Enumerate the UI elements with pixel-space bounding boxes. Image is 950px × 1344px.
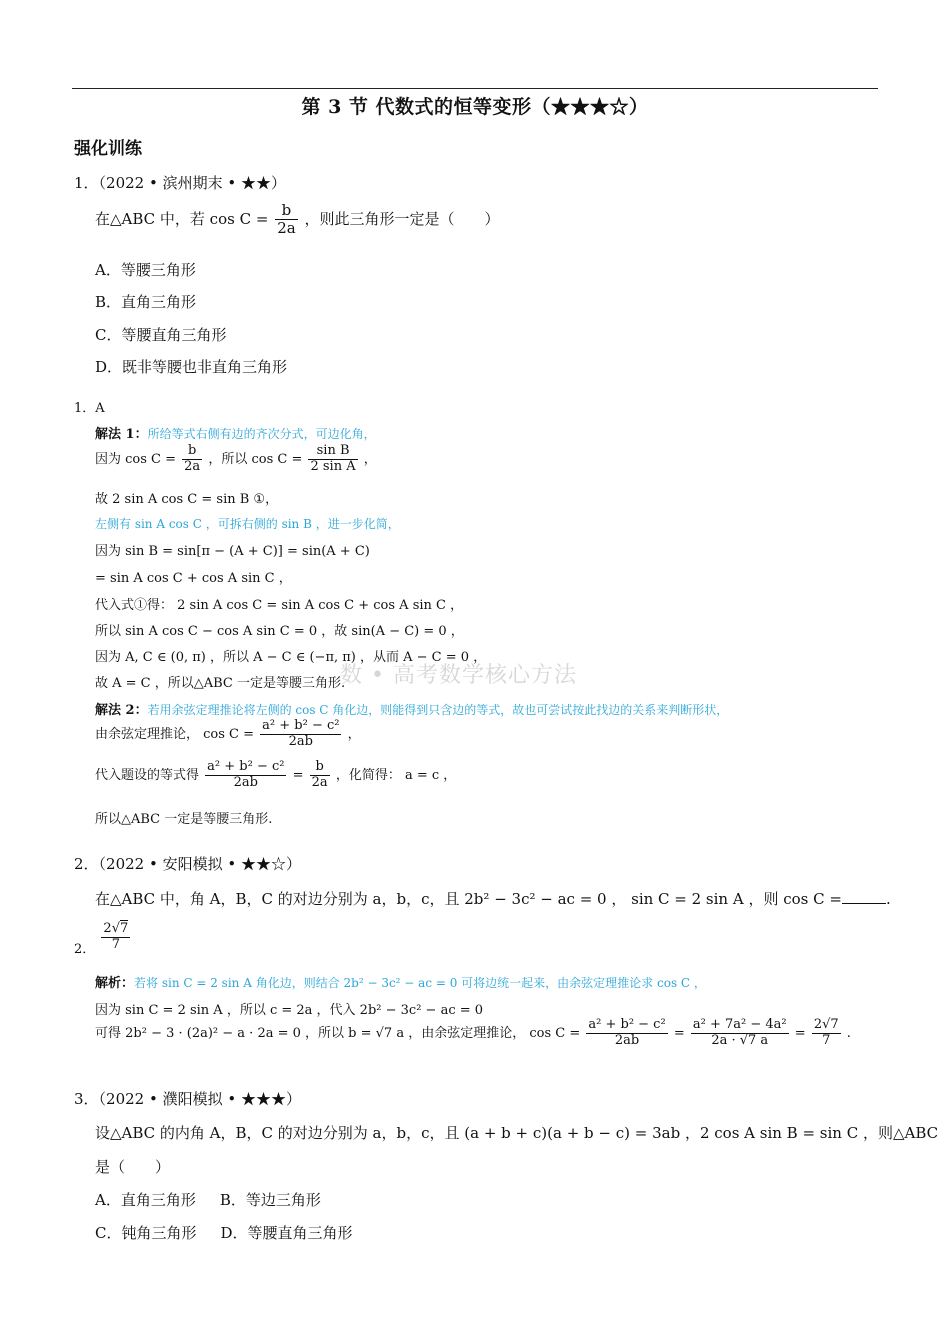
q2-answer-label: 2． (74, 941, 96, 957)
q1-sol-line-12 (95, 719, 361, 750)
q1-l2-f1-den: 2a (184, 458, 201, 474)
q1-sol-line-10: 故 A = C ，所以△ABC 一定是等腰三角形. (95, 676, 346, 691)
q3-stem-line-1: 设△ABC 的内角 A，B，C 的对边分别为 a，b，c，且 (a + b + c)(a + b − c) = 3ab ，2 cos A sin B = sin C ，则△ABC (95, 1124, 939, 1142)
q1-option-a[interactable]: A．等腰三角形 (95, 261, 196, 279)
q1-heading: 1．（2022 • 滨州期末 • ★★） (74, 174, 286, 192)
q2-heading: 2．（2022 • 安阳模拟 • ★★☆） (74, 855, 301, 873)
q1-sol-line-13 (95, 760, 456, 791)
q1-l13-text-b: ，化简得： a = c ， (335, 767, 457, 783)
q1-option-c[interactable]: C．等腰直角三角形 (95, 326, 227, 344)
q1-l13-fraction-1 (205, 760, 286, 791)
q1-l2-fraction-1 (182, 444, 202, 475)
q1-l2-text-b: ，所以 cos C = (208, 451, 303, 467)
q2-l3-f1-num: a² + b² − c² (588, 1017, 666, 1032)
q1-frac-den: 2a (277, 219, 296, 238)
q1-l13-f1-num: a² + b² − c² (207, 759, 285, 774)
q1-l2-text-c: ， (363, 451, 377, 467)
q2-l3-eq2: = (794, 1025, 806, 1041)
q3-option-b[interactable]: B．等边三角形 (219, 1191, 321, 1209)
q2-sol-line-1 (95, 972, 706, 991)
watermark: 数 • 高考数学核心方法 (340, 663, 577, 688)
q1-method1-note: 所给等式右侧有边的齐次分式，可边化角， (147, 427, 376, 441)
q1-method2-note: 若用余弦定理推论将左侧的 cos C 角化边，则能得到只含边的等式，故也可尝试按此找边的关系来判断形状， (147, 703, 729, 717)
header-rule (72, 88, 878, 89)
q2-l3-f3-num: 2√7 (813, 1017, 839, 1032)
q2-answer-num: 2√7 (103, 921, 129, 936)
q2-l3-f3-den: 7 (812, 1033, 841, 1049)
q2-answer-den: 7 (101, 937, 130, 953)
q1-l12-den: 2ab (260, 734, 341, 750)
q2-stem-end: . (885, 890, 891, 908)
q1-sol-line-9: 因为 A, C ∈ (0, π) ，所以 A − C ∈ (−π, π) ，从而 A − C = 0 ， (95, 650, 487, 665)
q1-answer: 1．A (74, 401, 105, 416)
q3-options-row-1 (95, 1189, 321, 1210)
q3-option-c[interactable]: C．钝角三角形 (95, 1224, 197, 1242)
q1-l2-f2-num: sin B (316, 443, 350, 458)
q1-sol-line-2 (95, 444, 377, 475)
section-heading: 强化训练 (74, 139, 142, 159)
q1-method2-line (95, 699, 728, 718)
q1-l13-f2-den: 2a (311, 774, 328, 790)
q1-l13-eq: = (292, 767, 304, 783)
q3-options-row-2 (95, 1222, 353, 1243)
q1-l2-f2-den: 2 sin A (310, 458, 356, 474)
q2-l3-eq1: = (673, 1025, 685, 1041)
q2-sol-note: 若将 sin C = 2 sin A 角化边，则结合 2b² − 3c² − ac = 0 可将边统一起来，由余弦定理推论求 cos C ， (134, 976, 706, 990)
q1-method1-line (95, 423, 376, 442)
q1-stem-fraction (275, 202, 298, 238)
q1-method2-label: 解法 2： (95, 703, 148, 718)
q1-l2-f1-num: b (188, 443, 197, 458)
q1-l13-f2-num: b (315, 759, 324, 774)
q2-answer-radicand: 7 (120, 921, 129, 936)
q1-l12-text-b: ， (347, 726, 361, 742)
q1-sol-line-8: 所以 sin A cos C − cos A sin C = 0 ，故 sin(A − C) = 0 ， (95, 624, 464, 639)
q2-sol-line-3 (95, 1018, 851, 1049)
q1-l12-num: a² + b² − c² (262, 718, 340, 733)
q2-answer-fraction (101, 922, 130, 953)
q1-sol-line-5: 因为 sin B = sin[π − (A + C)] = sin(A + C) (95, 544, 370, 559)
q1-method1-label: 解法 1： (95, 427, 148, 442)
q1-option-d[interactable]: D．既非等腰也非直角三角形 (95, 358, 288, 376)
q2-l3-fraction-1 (586, 1018, 667, 1049)
q1-l2-text-a: 因为 cos C = (95, 451, 177, 467)
q2-l3-f1-den: 2ab (586, 1033, 667, 1049)
page-title: 第 3 节 代数式的恒等变形（★★★☆） (301, 96, 649, 118)
q2-answer-coef: 2 (103, 921, 112, 936)
q2-answer-blank[interactable] (842, 891, 886, 904)
q1-l13-text-a: 代入题设的等式得 (95, 767, 200, 783)
q3-option-d[interactable]: D．等腰直角三角形 (220, 1224, 353, 1242)
q1-l13-fraction-2 (310, 760, 330, 791)
q1-frac-num: b (281, 201, 292, 219)
q2-stem-text: 在△ABC 中，角 A，B，C 的对边分别为 a，b，c，且 2b² − 3c² − ac = 0 ， sin C = 2 sin A ，则 cos C = (95, 890, 842, 908)
q2-l3-end: . (846, 1025, 851, 1041)
q1-l12-text-a: 由余弦定理推论， cos C = (95, 726, 255, 742)
q1-l2-fraction-2 (308, 444, 357, 475)
q2-l3-f2-num: a² + 7a² − 4a² (692, 1017, 787, 1032)
q2-l3-f2-den: 2a · √7 a (691, 1033, 789, 1049)
q1-stem-post: ，则此三角形一定是（ ） (304, 209, 500, 228)
q2-l3-fraction-2 (691, 1018, 789, 1049)
q1-sol-line-3: 故 2 sin A cos C = sin B ①， (95, 492, 279, 507)
q1-sol-line-14: 所以△ABC 一定是等腰三角形. (95, 812, 273, 827)
q1-sol-line-6: = sin A cos C + cos A sin C ， (95, 571, 292, 586)
q2-stem (95, 888, 891, 909)
q1-sol-line-7: 代入式①得： 2 sin A cos C = sin A cos C + cos A sin C ， (95, 598, 464, 613)
q3-option-a[interactable]: A．直角三角形 (95, 1191, 196, 1209)
q2-sol-line-2: 因为 sin C = 2 sin A ，所以 c = 2a ，代入 2b² − 3c² − ac = 0 (95, 1003, 484, 1018)
q2-l3-text-a: 可得 2b² − 3 · (2a)² − a · 2a = 0 ，所以 b = √7 a ，由余弦定理推论， cos C = (95, 1025, 581, 1041)
q3-heading: 3．（2022 • 濮阳模拟 • ★★★） (74, 1090, 301, 1108)
q1-l12-fraction (260, 719, 341, 750)
q1-sol-note-2: 左侧有 sin A cos C ，可拆右侧的 sin B ，进一步化简， (95, 517, 400, 531)
q1-stem (95, 202, 499, 238)
q2-l3-fraction-3 (812, 1018, 841, 1049)
q1-option-b[interactable]: B．直角三角形 (95, 293, 197, 311)
q1-l13-f1-den: 2ab (205, 775, 286, 791)
q1-stem-pre: 在△ABC 中，若 cos C = (95, 209, 269, 228)
q2-answer (74, 921, 132, 957)
q3-stem-line-2: 是（ ） (95, 1158, 171, 1176)
q2-sol-label: 解析： (95, 976, 135, 991)
